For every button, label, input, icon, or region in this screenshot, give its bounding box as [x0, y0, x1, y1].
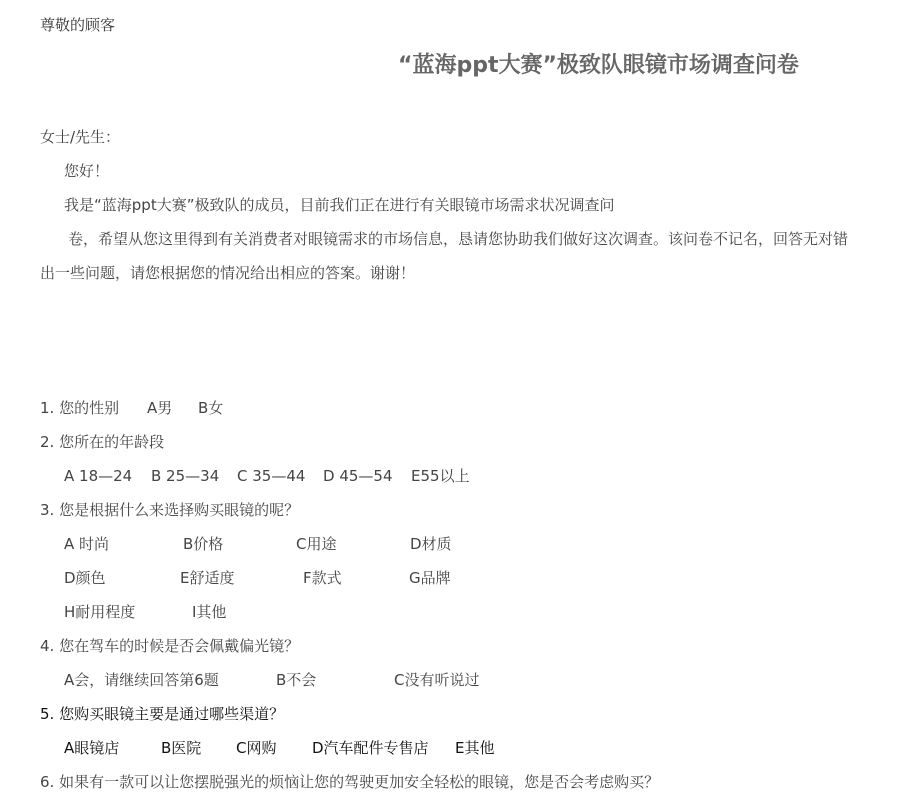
q5-option-a[interactable]: A眼镜店 [64, 739, 120, 757]
q3-option-color[interactable]: D颜色 [64, 569, 106, 587]
q2-option-c[interactable]: C 35—44 [237, 467, 306, 485]
q3-option-brand[interactable]: G品牌 [409, 569, 451, 587]
question-3: 3. 您是根据什么来选择购买眼镜的呢？ [40, 501, 300, 519]
q2-option-b[interactable]: B 25—34 [151, 467, 220, 485]
question-5: 5. 您购买眼镜主要是通过哪些渠道？ [40, 705, 285, 723]
q4-option-b[interactable]: B不会 [276, 671, 317, 689]
q3-option-comfort[interactable]: E舒适度 [180, 569, 235, 587]
q3-option-other[interactable]: I其他 [192, 603, 227, 621]
q2-option-e[interactable]: E55以上 [411, 467, 470, 485]
q5-option-d[interactable]: D汽车配件专售店 [312, 739, 429, 757]
q4-option-a[interactable]: A会，请继续回答第6题 [64, 671, 219, 689]
q2-option-d[interactable]: D 45—54 [323, 467, 393, 485]
intro-line-2: 卷，希望从您这里得到有关消费者对眼镜需求的市场信息，恳请您协助我们做好这次调查。该问卷不记名，回答无对错 [68, 230, 849, 248]
question-2: 2. 您所在的年龄段 [40, 433, 165, 451]
question-1: 1. 您的性别 [40, 399, 120, 417]
q3-option-fashion[interactable]: A 时尚 [64, 535, 110, 553]
question-4: 4. 您在驾车的时候是否会佩戴偏光镜？ [40, 637, 300, 655]
q2-option-a[interactable]: A 18—24 [64, 467, 133, 485]
question-6: 6. 如果有一款可以让您摆脱强光的烦恼让您的驾驶更加安全轻松的眼镜，您是否会考虑购买？ [40, 773, 660, 791]
q1-option-b[interactable]: B女 [198, 399, 224, 417]
salutation: 女士/先生： [40, 128, 121, 146]
q5-option-b[interactable]: B医院 [161, 739, 202, 757]
q3-option-use[interactable]: C用途 [296, 535, 337, 553]
q1-option-a[interactable]: A男 [147, 399, 173, 417]
q4-option-c[interactable]: C没有听说过 [394, 671, 480, 689]
q3-option-style[interactable]: F款式 [303, 569, 342, 587]
q3-option-material[interactable]: D材质 [410, 535, 452, 553]
q5-option-c[interactable]: C网购 [236, 739, 277, 757]
greeting: 尊敬的顾客 [40, 16, 116, 34]
q3-option-durability[interactable]: H耐用程度 [64, 603, 136, 621]
intro-line-3: 出一些问题，请您根据您的情况给出相应的答案。谢谢！ [40, 264, 416, 282]
q5-option-e[interactable]: E其他 [455, 739, 495, 757]
page-title: “蓝海ppt大赛”极致队眼镜市场调查问卷 [398, 53, 799, 78]
q3-option-price[interactable]: B价格 [183, 535, 224, 553]
hello-text: 您好！ [64, 162, 110, 180]
intro-line-1: 我是“蓝海ppt大赛”极致队的成员，目前我们正在进行有关眼镜市场需求状况调查问 [64, 196, 615, 214]
